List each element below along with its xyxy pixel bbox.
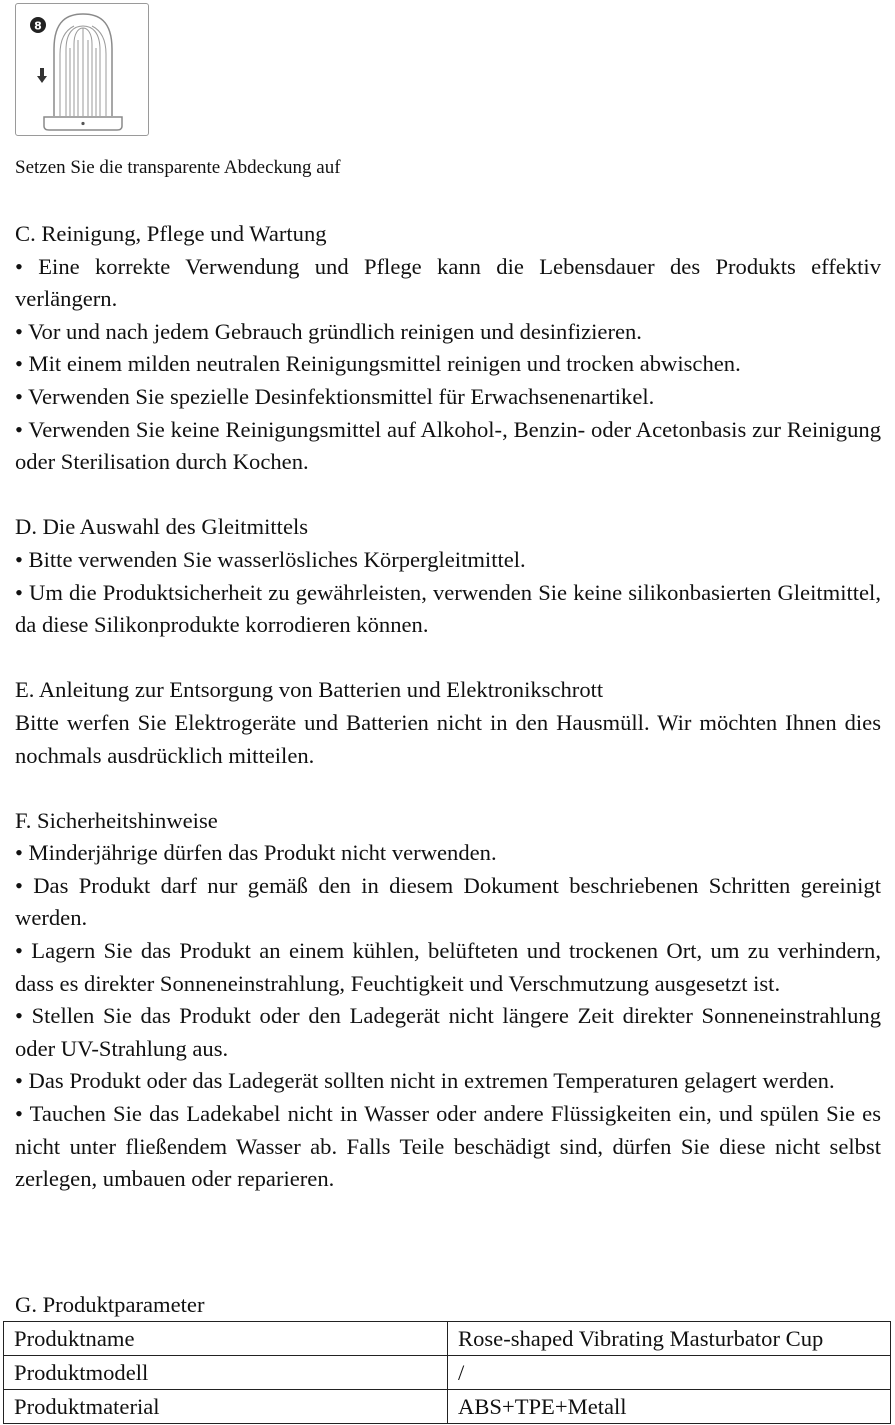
parameter-label: Produktmaterial (4, 1390, 448, 1424)
bullet-item: • Eine korrekte Verwendung und Pflege kann die Lebensdauer des Produkts effektiv verlängern. (15, 253, 881, 312)
bullet-item: • Vor und nach jedem Gebrauch gründlich reinigen und desinfizieren. (15, 318, 642, 344)
section (15, 805, 881, 1196)
bullet-item: • Minderjährige dürfen das Produkt nicht verwenden. (15, 840, 497, 866)
parameter-value: ABS+TPE+Metall (448, 1390, 891, 1424)
bullet-item: • Um die Produktsicherheit zu gewährleisten, verwenden Sie keine silikonbasierten Gleitmittel, da diese Silikonprodukte korrodieren können. (15, 579, 881, 638)
step-illustration (15, 3, 149, 136)
section (15, 218, 881, 479)
figure-caption: Setzen Sie die transparente Abdeckung auf (15, 157, 341, 178)
table-row (4, 1322, 891, 1356)
cover-placement-icon (16, 4, 150, 137)
bullet-item: • Tauchen Sie das Ladekabel nicht in Wasser oder andere Flüssigkeiten ein, und spülen Sie es nicht unter fließendem Wasser ab. Falls Teile beschädigt sind, dürfen Sie diese nicht selbst zerlegen, umbauen oder reparieren. (15, 1101, 881, 1192)
bullet-item: • Verwenden Sie spezielle Desinfektionsmittel für Erwachsenenartikel. (15, 383, 655, 409)
table-row (4, 1390, 891, 1424)
down-arrow-icon (37, 68, 47, 83)
bullet-item: • Stellen Sie das Produkt oder den Ladegerät nicht längere Zeit direkter Sonneneinstrahlung oder UV-Strahlung aus. (15, 1003, 881, 1061)
parameter-label: Produktmodell (4, 1356, 448, 1390)
section (15, 511, 881, 641)
instruction-sections (15, 218, 881, 1196)
section-heading: F. Sicherheitshinweise (15, 807, 218, 833)
paragraph: Bitte werfen Sie Elektrogeräte und Batterien nicht in den Hausmüll. Wir möchten Ihnen dies nochmals ausdrücklich mitteilen. (15, 709, 881, 768)
bullet-item: • Mit einem milden neutralen Reinigungsmittel reinigen und trocken abwischen. (15, 351, 741, 377)
step-number: 8 (34, 19, 42, 33)
section-heading: D. Die Auswahl des Gleitmittels (15, 514, 309, 540)
parameter-label: Produktname (4, 1322, 448, 1356)
bullet-item: • Das Produkt oder das Ladegerät sollten nicht in extremen Temperaturen gelagert werden. (15, 1068, 835, 1094)
bullet-item: • Verwenden Sie keine Reinigungsmittel auf Alkohol-, Benzin- oder Acetonbasis zur Reinigung oder Sterilisation durch Kochen. (15, 416, 881, 475)
product-parameters-table (3, 1321, 891, 1424)
table-row (4, 1356, 891, 1390)
parameter-value: Rose-shaped Vibrating Masturbator Cup (448, 1322, 891, 1356)
parameters-heading: G. Produktparameter (15, 1292, 205, 1317)
bullet-item: • Lagern Sie das Produkt an einem kühlen, belüfteten und trockenen Ort, um zu verhindern, dass es direkter Sonneneinstrahlung, Feuchtigkeit und Verschmutzung ausgesetzt ist. (15, 938, 881, 996)
bullet-item: • Bitte verwenden Sie wasserlösliches Körpergleitmittel. (15, 546, 526, 572)
section-heading: E. Anleitung zur Entsorgung von Batterien und Elektronikschrott (15, 677, 604, 703)
bullet-item: • Das Produkt darf nur gemäß den in diesem Dokument beschriebenen Schritten gereinigt werden. (15, 872, 881, 931)
section-heading: C. Reinigung, Pflege und Wartung (15, 221, 327, 246)
section (15, 674, 881, 772)
parameter-value: / (448, 1356, 891, 1390)
